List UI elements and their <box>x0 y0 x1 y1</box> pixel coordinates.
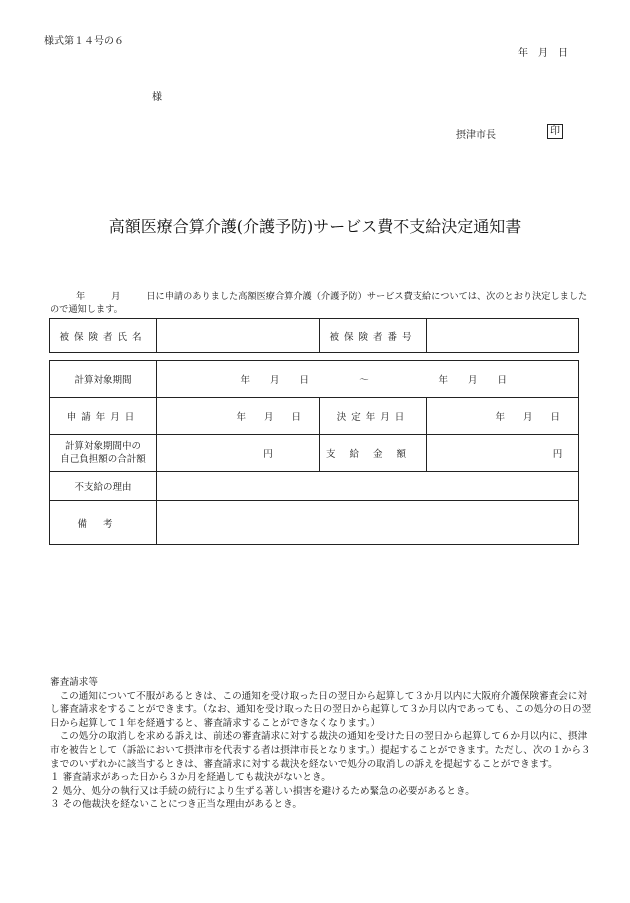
intro-year: 年 <box>76 291 86 302</box>
copay-total-label <box>50 435 157 472</box>
period-to: 年月日 <box>438 375 527 386</box>
apply-date-label: 申請年月日 <box>50 398 157 435</box>
reason-value <box>157 472 579 501</box>
period-separator: ～ <box>359 375 369 386</box>
period-from: 年月日 <box>240 375 329 386</box>
decision-table <box>49 360 579 545</box>
decision-date-value: 年月日 <box>427 398 579 435</box>
decision-date-label: 決定年月日 <box>320 398 427 435</box>
notes-item-2: ２ 処分、処分の執行又は手続の続行により生ずる著しい損害を避けるため緊急の必要があるとき。 <box>50 785 475 797</box>
addressee-suffix: 様 <box>152 92 162 103</box>
intro-body: 日に申請のありました高額医療合算介護（介護予防）サービス費支給については、次のとおり決定しましたので通知します。 <box>50 291 588 315</box>
intro-text <box>50 290 590 316</box>
seal-mark: 印 <box>547 124 563 139</box>
intro-month: 月 <box>111 291 121 302</box>
insured-number-label: 被保険者番号 <box>320 319 427 353</box>
remarks-label: 備考 <box>50 501 157 545</box>
notes-item-1: １ 審査請求があった日から３か月を経過しても裁決がないとき。 <box>50 772 331 784</box>
copay-total-value <box>157 435 320 472</box>
copay-total-label-line2: 自己負担額の合計額 <box>60 454 146 465</box>
insured-name-label: 被保険者氏名 <box>50 319 157 353</box>
notes-paragraph-2: この処分の取消しを求める訴えは、前述の審査請求に対する裁決の通知を受けた日の翌日から起算して６か月以内に、摂津市を被告として（訴訟において摂津市を代表する者は摂津市長となります。）提起することができます。ただし、次の１から３までのいずれかに該当するときは、審査請求に対する裁決を経ないで処分の取消しの訴えを提起することができます。 <box>50 731 591 770</box>
payment-amount-value <box>427 435 579 472</box>
notes-paragraph-1: この通知について不服があるときは、この通知を受け取った日の翌日から起算して３か月以内に大阪府介護保険審査会に対し審査請求をすることができます。（なお、通知を受け取った日の翌日から起算して３か月以内であっても、この処分の日の翌日から起算して１年を経過すると、審査請求することができなくなります。） <box>50 690 592 729</box>
copay-total-unit: 円 <box>263 449 273 460</box>
payment-amount-label: 支給金額 <box>320 435 427 472</box>
period-label: 計算対象期間 <box>50 361 157 398</box>
insured-number-value <box>427 319 579 353</box>
reason-label: 不支給の理由 <box>50 472 157 501</box>
notes-heading: 審査請求等 <box>50 677 98 688</box>
document-title: 高額医療合算介護(介護予防)サービス費不支給決定通知書 <box>108 217 522 236</box>
insured-name-value <box>157 319 320 353</box>
insured-info-table <box>49 318 579 353</box>
copay-total-label-line1: 計算対象期間中の <box>64 441 141 452</box>
form-number: 様式第１４号の６ <box>44 36 124 47</box>
period-value <box>157 361 579 398</box>
remarks-value <box>157 501 579 545</box>
issue-date: 年月日 <box>518 48 578 59</box>
payment-amount-unit: 円 <box>552 449 563 460</box>
issuer-name: 摂津市長 <box>456 130 496 141</box>
apply-date-value: 年月日 <box>157 398 320 435</box>
notes-item-3: ３ その他裁決を経ないことにつき正当な理由があるとき。 <box>50 799 302 811</box>
appeal-notes <box>50 676 595 812</box>
